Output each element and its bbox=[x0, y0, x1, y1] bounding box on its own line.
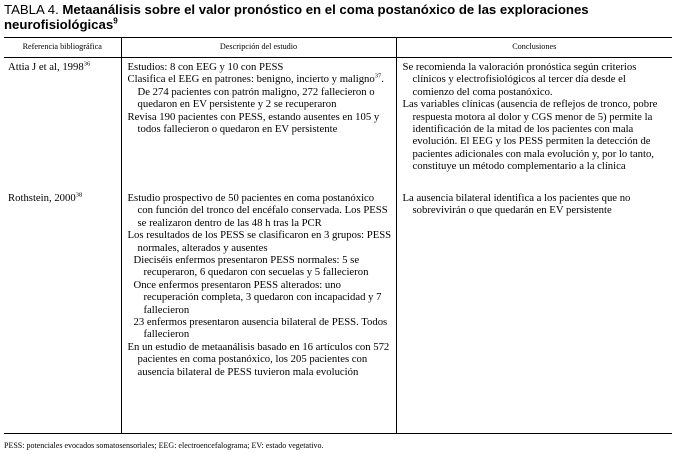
reference-cell bbox=[4, 189, 121, 434]
description-line: 23 enfermos presentaron ausencia bilateral de PESS. Todos fallecieron bbox=[133, 316, 388, 341]
table-row bbox=[4, 189, 672, 434]
reference-sup: 36 bbox=[83, 60, 91, 68]
table-footnote: PESS: potenciales evocados somatosensoriales; EEG: electroencefalograma; EV: estado vegetativo. bbox=[4, 441, 324, 450]
header-reference: Referencia bibliográfica bbox=[4, 38, 121, 58]
description-line: Estudio prospectivo de 50 pacientes en coma postanóxico con función del tronco del encéfalo conservada. Los PESS se realizaron dentro de las 48 h tras la PCR bbox=[127, 192, 388, 229]
description-cell bbox=[121, 58, 396, 190]
reference-text: Attia J et al, 1998 bbox=[8, 61, 84, 73]
table-row bbox=[4, 58, 672, 190]
citation-sup: 37 bbox=[374, 72, 382, 80]
title-reference: 9 bbox=[113, 16, 118, 26]
table-title-text: Metaanálisis sobre el valor pronóstico en el coma postanóxico de las exploraciones neurofisiológicas bbox=[4, 2, 589, 32]
conclusion-line: Se recomienda la valoración pronóstica según criterios clínicos y electrofisiológicos al tercer día desde el comienzo del coma postanóxico. bbox=[402, 61, 637, 98]
description-line: Once enfermos presentaron PESS alterados: uno recuperación completa, 3 quedaron con incapacidad y 7 fallecieron bbox=[133, 278, 382, 316]
description-line: Dieciséis enfermos presentaron PESS normales: 5 se recuperaron, 6 quedaron con secuelas y 5 fallecieron bbox=[133, 254, 369, 279]
meta-analysis-table bbox=[4, 37, 672, 434]
reference-sup: 38 bbox=[75, 191, 83, 199]
table-title bbox=[4, 2, 672, 32]
conclusion-line: La ausencia bilateral identifica a los pacientes que no sobrevivirán o que quedarán en EV persistente bbox=[402, 192, 631, 217]
description-line: Los resultados de los PESS se clasificaron en 3 grupos: PESS normales, alterados y ausentes bbox=[127, 229, 392, 254]
description-line: Revisa 190 pacientes con PESS, estando ausentes en 105 y todos fallecieron o quedaron en EV persistente bbox=[127, 110, 380, 136]
header-description: Descripción del estudio bbox=[121, 38, 396, 58]
table-label: TABLA 4. bbox=[4, 2, 59, 17]
reference-text: Rothstein, 2000 bbox=[8, 192, 76, 204]
conclusions-cell bbox=[396, 58, 672, 190]
reference-cell bbox=[4, 58, 121, 190]
description-line: Clasifica el EEG en patrones: benigno, incierto y maligno$^{37}$. De 274 pacientes con patrón maligno, 272 fallecieron o quedaron en EV persistente y 2 se recuperaron bbox=[127, 72, 384, 111]
header-conclusions: Conclusiones bbox=[396, 38, 672, 58]
header-row bbox=[4, 38, 672, 58]
description-line: En un estudio de metaanálisis basado en 16 artículos con 572 pacientes en coma postanóxico, los 205 pacientes con ausencia bilateral de PESS tuvieron mala evolución bbox=[127, 340, 390, 378]
description-cell bbox=[121, 189, 396, 434]
description-line: Estudios: 8 con EEG y 10 con PESS bbox=[127, 61, 284, 73]
conclusion-line: Las variables clínicas (ausencia de reflejos de tronco, pobre respuesta motora al dolor y CGS menor de 5) permite la identificación de la mitad de los pacientes con mala evolución. El EEG y los PESS permiten la detección de pacientes adicionales con mala evolución y, por lo tanto, constituye un método complementario a la clínica bbox=[402, 98, 658, 173]
conclusions-cell bbox=[396, 189, 672, 434]
